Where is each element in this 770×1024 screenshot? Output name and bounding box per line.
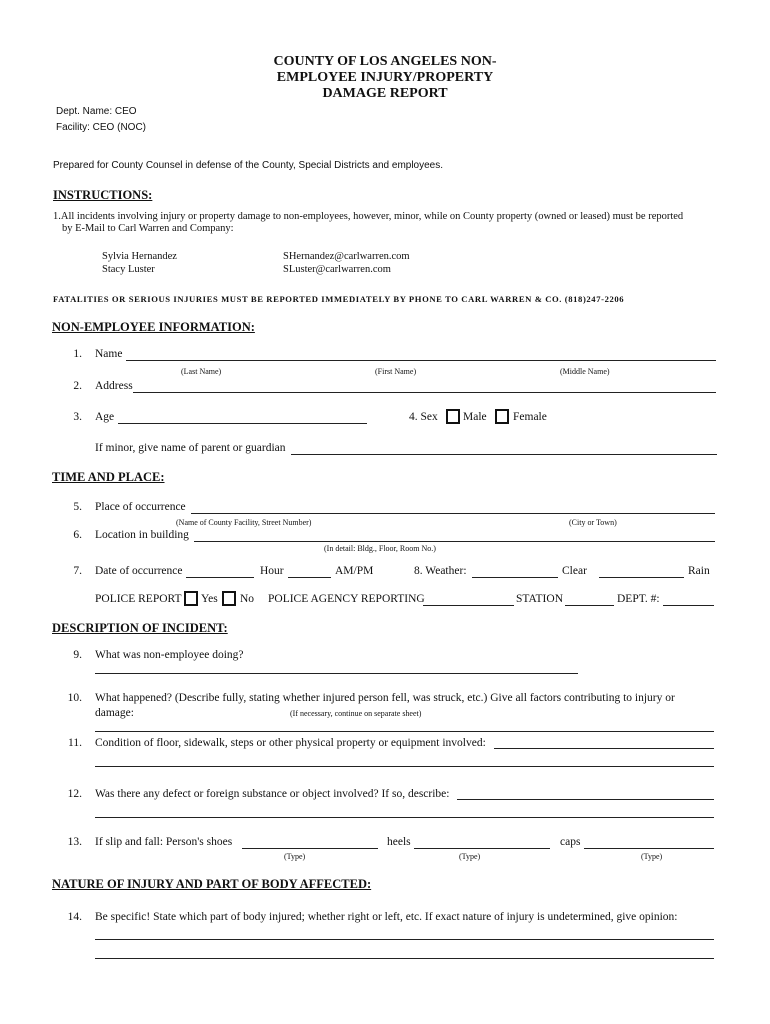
age-field[interactable] xyxy=(118,423,367,424)
shoes-field[interactable] xyxy=(242,848,378,849)
agency-label: POLICE AGENCY REPORTING xyxy=(268,593,425,605)
male-checkbox[interactable] xyxy=(446,409,460,424)
sex-label: 4. Sex xyxy=(409,411,438,423)
facility-hint: (Name of County Facility, Street Number) xyxy=(176,518,312,527)
middle-name-hint: (Middle Name) xyxy=(560,367,610,376)
report-title-line1: COUNTY OF LOS ANGELES NON- xyxy=(273,54,497,69)
q10-label: What happened? (Describe fully, stating whether injured person fell, was struck, etc.) Give all factors contributing to injury or xyxy=(95,692,675,704)
police-report-label: POLICE REPORT xyxy=(95,593,182,605)
weather-label: 8. Weather: xyxy=(414,565,467,577)
q11-number: 11. xyxy=(68,737,82,749)
contact-name: Stacy Luster xyxy=(102,264,155,275)
heels-label: heels xyxy=(387,836,411,848)
rain-label: Rain xyxy=(688,565,710,577)
instructions-heading: INSTRUCTIONS: xyxy=(53,188,153,202)
shoes-type-hint: (Type) xyxy=(284,852,306,861)
name-field[interactable] xyxy=(126,360,716,361)
female-checkbox[interactable] xyxy=(495,409,509,424)
q9-field[interactable] xyxy=(95,673,578,674)
dept-name: Dept. Name: CEO xyxy=(56,106,137,117)
prepared-for: Prepared for County Counsel in defense of the County, Special Districts and employees. xyxy=(53,160,444,171)
age-label: Age xyxy=(95,411,115,423)
q14-label: Be specific! State which part of body injured; whether right or left, etc. If exact nature of injury is undetermined, give opinion: xyxy=(95,911,678,923)
weather-rain-field[interactable] xyxy=(599,577,684,578)
q12-label: Was there any defect or foreign substance or object involved? If so, describe: xyxy=(95,788,450,800)
q12-field-line2[interactable] xyxy=(95,817,714,818)
q10-field[interactable] xyxy=(95,731,714,732)
q14-number: 14. xyxy=(67,911,82,923)
q10-number: 10. xyxy=(67,692,82,704)
q7-number: 7. xyxy=(73,565,82,577)
detail-hint: (In detail: Bldg., Floor, Room No.) xyxy=(324,544,436,553)
contact-email[interactable]: SHernandez@carlwarren.com xyxy=(283,251,410,262)
caps-field[interactable] xyxy=(584,848,714,849)
q12-number: 12. xyxy=(67,788,82,800)
fatalities-notice: FATALITIES OR SERIOUS INJURIES MUST BE REPORTED IMMEDIATELY BY PHONE TO CARL WARREN & CO. (818)247-2206 xyxy=(53,294,625,304)
city-hint: (City or Town) xyxy=(569,518,617,527)
place-field[interactable] xyxy=(191,513,715,514)
agency-field[interactable] xyxy=(423,605,514,606)
q10-label-continued: damage: xyxy=(95,707,134,719)
no-label: No xyxy=(240,593,255,605)
guardian-field[interactable] xyxy=(291,454,717,455)
contact-name: Sylvia Hernandez xyxy=(102,251,177,262)
station-field[interactable] xyxy=(565,605,614,606)
q10-hint: (If necessary, continue on separate sheet) xyxy=(290,709,422,718)
dept-label: DEPT. #: xyxy=(617,593,660,605)
date-label: Date of occurrence xyxy=(95,565,183,577)
q2-number: 2. xyxy=(73,380,82,392)
q11-field-line2[interactable] xyxy=(95,766,714,767)
q9-label: What was non-employee doing? xyxy=(95,649,244,661)
date-field[interactable] xyxy=(186,577,254,578)
instructions-line2: by E-Mail to Carl Warren and Company: xyxy=(62,223,234,234)
police-yes-checkbox[interactable] xyxy=(184,591,198,606)
ampm-label: AM/PM xyxy=(335,565,374,577)
dept-field[interactable] xyxy=(663,605,714,606)
caps-type-hint: (Type) xyxy=(641,852,663,861)
heels-type-hint: (Type) xyxy=(459,852,481,861)
male-label: Male xyxy=(463,411,487,423)
address-label: Address xyxy=(95,380,133,392)
last-name-hint: (Last Name) xyxy=(181,367,222,376)
place-label: Place of occurrence xyxy=(95,501,186,513)
address-field[interactable] xyxy=(133,392,716,393)
report-title-line2: EMPLOYEE INJURY/PROPERTY xyxy=(276,70,494,85)
q5-number: 5. xyxy=(73,501,82,513)
q14-field-line2[interactable] xyxy=(95,958,714,959)
hour-field[interactable] xyxy=(288,577,331,578)
clear-label: Clear xyxy=(562,565,587,577)
caps-label: caps xyxy=(560,836,581,848)
weather-clear-field[interactable] xyxy=(472,577,558,578)
heels-field[interactable] xyxy=(414,848,550,849)
q12-field[interactable] xyxy=(457,799,714,800)
police-no-checkbox[interactable] xyxy=(222,591,236,606)
location-label: Location in building xyxy=(95,529,189,541)
q9-number: 9. xyxy=(73,649,82,661)
guardian-label: If minor, give name of parent or guardian xyxy=(95,442,286,454)
time-place-heading: TIME AND PLACE: xyxy=(52,470,165,484)
q1-number: 1. xyxy=(73,348,82,360)
contact-email[interactable]: SLuster@carlwarren.com xyxy=(283,264,391,275)
q14-field-line1[interactable] xyxy=(95,939,714,940)
q11-label: Condition of floor, sidewalk, steps or other physical property or equipment involved: xyxy=(95,737,486,749)
description-heading: DESCRIPTION OF INCIDENT: xyxy=(52,621,228,635)
q13-label: If slip and fall: Person's shoes xyxy=(95,836,233,848)
q6-number: 6. xyxy=(73,529,82,541)
q13-number: 13. xyxy=(67,836,82,848)
hour-label: Hour xyxy=(260,565,284,577)
report-title-line3: DAMAGE REPORT xyxy=(322,86,448,101)
q11-field[interactable] xyxy=(494,748,714,749)
name-label: Name xyxy=(95,348,123,360)
injury-heading: NATURE OF INJURY AND PART OF BODY AFFECTED: xyxy=(52,877,372,891)
instructions-line1: 1.All incidents involving injury or property damage to non-employees, however, minor, while on County property (owned or leased) must be reported xyxy=(53,211,684,222)
female-label: Female xyxy=(513,411,547,423)
yes-label: Yes xyxy=(201,593,218,605)
non-employee-heading: NON-EMPLOYEE INFORMATION: xyxy=(52,320,255,334)
location-field[interactable] xyxy=(194,541,715,542)
q3-number: 3. xyxy=(73,411,82,423)
station-label: STATION xyxy=(516,593,563,605)
first-name-hint: (First Name) xyxy=(375,367,417,376)
facility: Facility: CEO (NOC) xyxy=(56,122,146,133)
